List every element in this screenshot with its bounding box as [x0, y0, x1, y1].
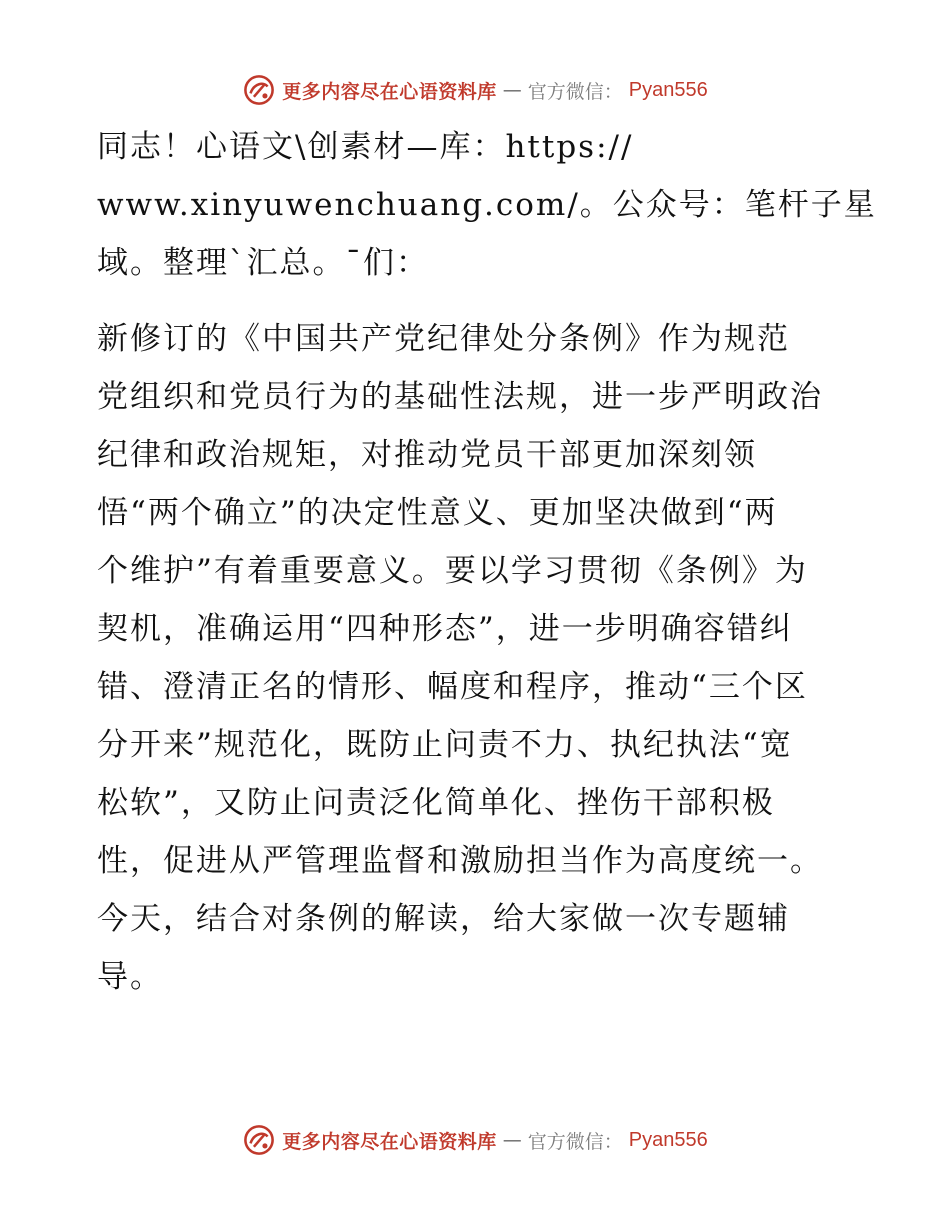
banner-content: [242, 73, 708, 107]
banner-main-text: 更多内容尽在心语资料库: [282, 80, 497, 103]
banner-main-text: 更多内容尽在心语资料库: [282, 1130, 497, 1153]
body-line: 错、澄清正名的情形、幅度和程序，推动“三个区: [97, 669, 808, 705]
body-line: 个维护”有着重要意义。要以学习贯彻《条例》为: [97, 553, 808, 589]
intro-line: www.xinyuwenchuang.com/。公众号：笔杆子星: [97, 187, 877, 223]
body-line: 纪律和政治规矩，对推动党员干部更加深刻领: [97, 437, 757, 473]
body-line: 导。: [97, 959, 163, 995]
header-watermark-banner: [0, 70, 950, 110]
brand-logo-icon: [242, 73, 276, 107]
banner-wechat-label: 官方微信：: [527, 80, 623, 103]
body-line: 契机，准确运用“四种形态”，进一步明确容错纠: [97, 611, 793, 647]
banner-separator: —: [502, 1129, 522, 1151]
main-paragraph: [97, 310, 857, 1006]
banner-wechat-label: 官方微信：: [527, 1130, 623, 1153]
intro-line: 同志！心语文\创素材—库：https://: [97, 129, 634, 165]
body-line: 分开来”规范化，既防止问责不力、执纪执法“宽: [97, 727, 793, 763]
footer-watermark-banner: [0, 1120, 950, 1160]
intro-line: 域。整理`汇总。¯们：: [97, 245, 429, 281]
body-line: 悟“两个确立”的决定性意义、更加坚决做到“两: [97, 495, 778, 531]
banner-content: [242, 1123, 708, 1157]
body-line: 新修订的《中国共产党纪律处分条例》作为规范: [97, 321, 790, 357]
body-line: 性，促进从严管理监督和激励担当作为高度统一。: [97, 843, 823, 879]
body-line: 党组织和党员行为的基础性法规，进一步严明政治: [97, 379, 823, 415]
intro-paragraph: [97, 118, 877, 292]
body-line: 松软”，又防止问责泛化简单化、挫伤干部积极: [97, 785, 775, 821]
banner-wechat-id: Pyan556: [628, 78, 708, 101]
brand-logo-icon: [242, 1123, 276, 1157]
banner-separator: —: [502, 79, 522, 101]
banner-wechat-id: Pyan556: [628, 1128, 708, 1151]
body-line: 今天，结合对条例的解读，给大家做一次专题辅: [97, 901, 790, 937]
